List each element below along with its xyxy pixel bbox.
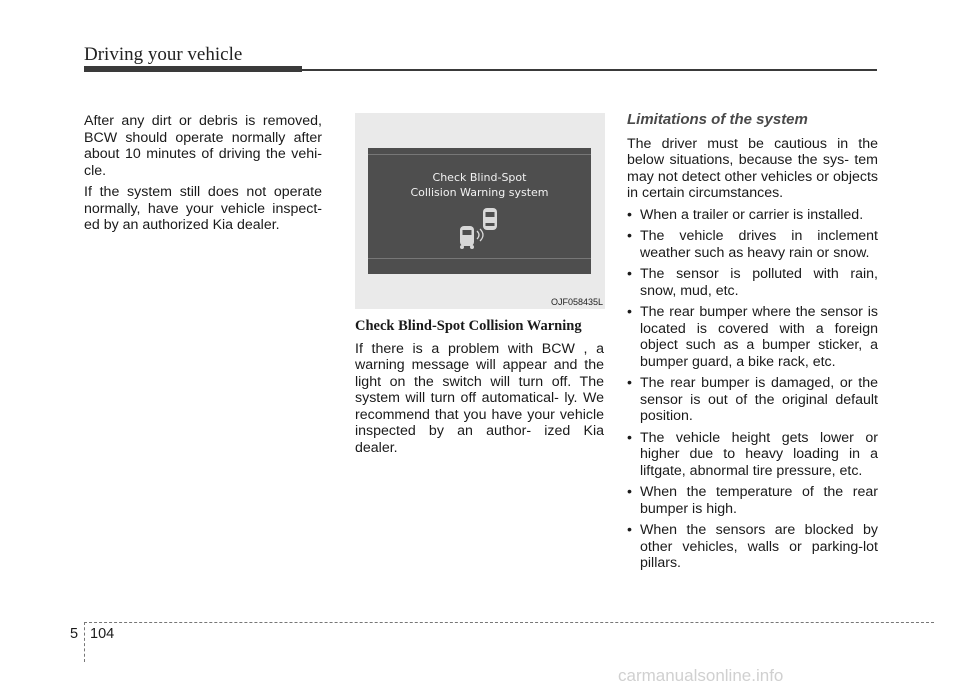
column-middle [355, 318, 604, 461]
cluster-display [368, 148, 591, 274]
footer-rule [84, 622, 934, 623]
bullet-icon: • [627, 429, 632, 446]
page-header-title: Driving your vehicle [84, 44, 243, 65]
bullet-icon: • [627, 304, 632, 320]
list-item [627, 266, 878, 299]
page-number: 104 [90, 626, 115, 642]
list-item-text: The rear bumper where the sensor is located is covered with a foreign object such as a bumper sticker, a bumper guard, a bike rack, etc. [640, 304, 878, 370]
cluster-warning-figure [355, 113, 605, 309]
limitations-list [627, 207, 878, 572]
bullet-icon: • [627, 228, 632, 244]
bullet-icon: • [627, 522, 632, 538]
header-accent-bar [84, 66, 302, 72]
list-item-text: The rear bumper is damaged, or the sensor is out of the original default position. [640, 375, 878, 424]
blind-spot-vehicles-icon [456, 206, 506, 254]
bullet-icon: • [627, 206, 632, 223]
display-message-line2: Collision Warning system [410, 186, 549, 199]
display-divider [368, 154, 591, 155]
paragraph: After any dirt or debris is removed, BCW should operate normally after about 10 minutes of driving the vehi- cle. [84, 113, 322, 179]
list-item [627, 304, 878, 370]
chapter-number: 5 [70, 626, 79, 642]
paragraph: If the system still does not operate normally, have your vehicle inspect- ed by an authorized Kia dealer. [84, 184, 322, 233]
bullet-icon: • [627, 266, 632, 282]
list-item [627, 522, 878, 572]
list-item-text: When the sensors are blocked by other vehicles, walls or parking-lot pillars. [640, 522, 878, 571]
bullet-icon: • [627, 484, 632, 500]
column-right [627, 112, 878, 577]
bullet-icon: • [627, 375, 632, 391]
column-left [84, 113, 322, 239]
display-message-line1: Check Blind-Spot [432, 171, 527, 184]
figure-code: OJF058435L [550, 297, 603, 307]
list-item-text: When a trailer or carrier is installed. [640, 206, 864, 223]
list-item-text: The sensor is polluted with rain, snow, mud, etc. [640, 266, 878, 299]
list-item [627, 430, 878, 480]
list-item [627, 207, 878, 224]
list-item-text: The vehicle height gets lower or higher due to heavy loading in a liftgate, abnormal tire pressure, etc. [640, 429, 878, 479]
paragraph: The driver must be cautious in the below situations, because the sys- tem may not detect other vehicles or objects in certain circumstances. [627, 135, 878, 201]
watermark: carmanualsonline.info [618, 666, 784, 685]
list-item [627, 375, 878, 425]
list-item [627, 228, 878, 261]
list-item [627, 484, 878, 517]
figure-caption: Check Blind-Spot Collision Warning [355, 318, 582, 334]
list-item-text: The vehicle drives in inclement weather such as heavy rain or snow. [640, 228, 878, 261]
display-divider [368, 258, 591, 259]
paragraph: If there is a problem with BCW , a warning message will appear and the light on the switch will turn off. The system will turn off automatical- ly. We recommend that you have your vehicle inspected by an author- ized Kia dealer. [355, 340, 604, 456]
header-rule [302, 69, 877, 71]
footer-divider [84, 622, 85, 662]
section-heading: Limitations of the system [627, 111, 808, 128]
list-item-text: When the temperature of the rear bumper is high. [640, 484, 878, 517]
